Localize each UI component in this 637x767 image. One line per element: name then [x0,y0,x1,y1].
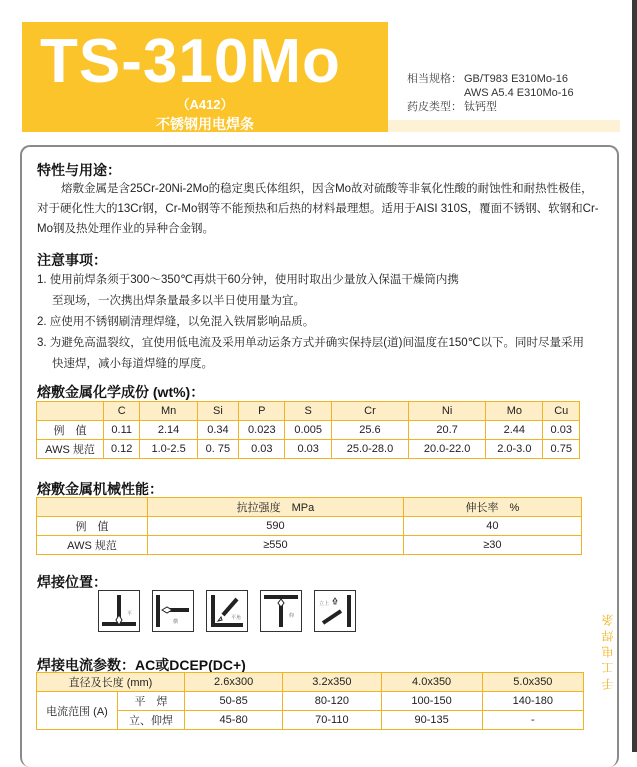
product-model: TS-310Mo [40,27,341,96]
note-item: 3. 为避免高温裂纹，宜使用低电流及采用单动运条方式并确实保持层(道)间温度在150℃以下。同时尽量采用 [37,337,585,349]
note-item: 2. 应使用不锈钢刷清理焊缝，以免混入铁屑影响品质。 [37,316,315,328]
header-divider [388,120,620,132]
table-row: 立、仰焊 45-80 70-110 90-135 - [37,711,584,730]
flat-position-icon [98,590,140,632]
note-item-cont: 快速焊，减小每道焊缝的厚度。 [52,358,213,370]
page-edge [632,0,637,752]
svg-text:横: 横 [173,619,179,625]
current-heading: 焊接电流参数：AC或DCEP(DC+) [37,657,246,673]
current-table [36,672,584,730]
table-row: 例 值 0.11 2.14 0.34 0.023 0.005 25.6 20.7 2.44 0.03 [37,421,580,440]
spec-label: 药皮类型： [407,101,462,113]
side-label: 手工电焊条 [601,610,615,690]
spec-label [407,86,464,100]
table-header-row: 抗拉强度 MPa 伸长率 % [37,498,582,517]
spec-label: 相当规格： [407,73,462,85]
vertical-up-position-icon [314,590,356,632]
svg-text:仰: 仰 [289,613,295,619]
chemistry-heading: 熔敷金属化学成份 (wt%)： [37,384,205,400]
positions-heading: 焊接位置： [37,574,107,590]
spec-block [407,72,574,114]
svg-text:平角: 平角 [231,615,242,621]
flat-fillet-position-icon [206,590,248,632]
product-code: （A412） [176,97,234,112]
features-heading: 特性与用途： [37,162,121,178]
features-body: 熔敷金属是含25Cr-20Ni-2Mo的稳定奥氏体组织，因含Mo故对硫酸等非氧化性酸的耐蚀性和耐热性极佳，对于硬化性大的13Cr钢，Cr-Mo钢等不能预热和后热的材料最理想。适用于AISI 310S，覆面不锈钢、软钢和Cr-Mo钢及热处理作业的异种合金钢。 [37,183,599,235]
product-type: 不锈钢用电焊条 [156,116,254,132]
table-header-row: C Mn Si P S Cr Ni Mo Cu [37,402,580,421]
table-row: 电流范围 (A) 平 焊 50-85 80-120 100-150 140-180 [37,692,584,711]
table-header-row: 直径及长度 (mm) 2.6x300 3.2x350 4.0x350 5.0x350 [37,673,584,692]
overhead-position-icon [260,590,302,632]
note-item: 1. 使用前焊条须于300～350℃再烘干60分钟，使用时取出少量放入保温干燥筒内携 [37,274,459,286]
chemistry-table [36,401,580,459]
note-item-cont: 至现场，一次携出焊条量最多以半日使用量为宜。 [52,295,305,307]
table-row: AWS 规范 0.12 1.0-2.5 0. 75 0.03 0.03 25.0-28.0 20.0-22.0 2.0-3.0 0.75 [37,440,580,459]
mechanical-table [36,497,582,555]
spec-value: AWS A5.4 E310Mo-16 [464,87,574,99]
svg-text:平: 平 [127,611,133,617]
svg-text:立上: 立上 [319,601,330,607]
notes-heading: 注意事项： [37,252,107,268]
spec-value: GB/T983 E310Mo-16 [464,73,568,85]
features-text [37,179,602,239]
mechanical-heading: 熔敷金属机械性能： [37,481,163,497]
table-row: 例 值 590 40 [37,517,582,536]
notes-list [37,270,607,375]
title-banner [22,22,388,132]
horizontal-position-icon [152,590,194,632]
table-row: AWS 规范 ≥550 ≥30 [37,536,582,555]
spec-value: 钛钙型 [464,101,497,113]
welding-positions [98,590,356,632]
